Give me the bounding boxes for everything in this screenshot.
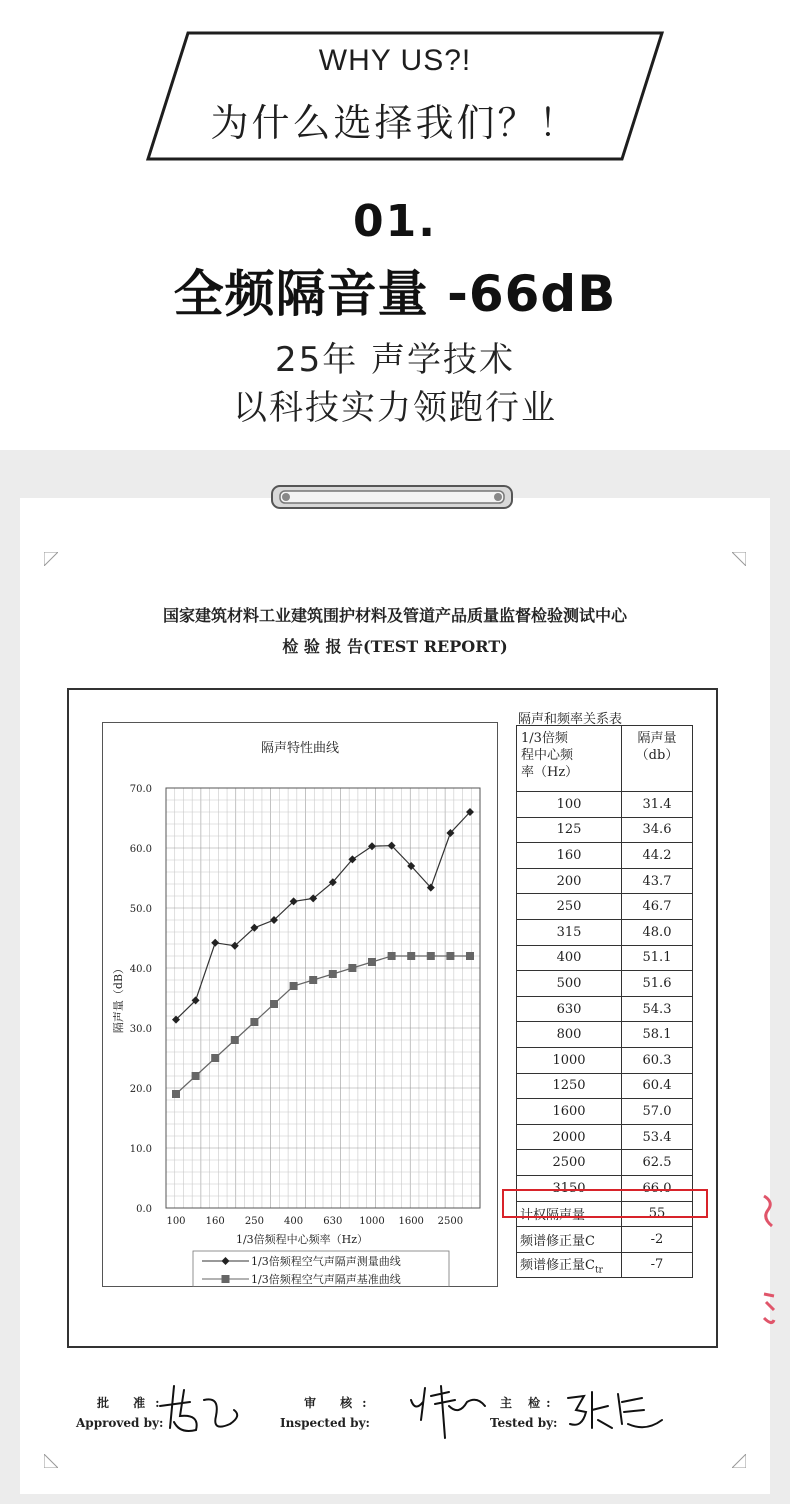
reference-point (211, 1054, 219, 1062)
x-tick-label: 160 (205, 1216, 225, 1227)
tested-signature (562, 1384, 668, 1436)
table-row (517, 817, 693, 843)
tested-label-en: Tested by: (490, 1416, 558, 1430)
frequency-cell: 315 (517, 919, 622, 945)
ctr-label-cell (517, 1252, 622, 1278)
frequency-cell: 1250 (517, 1073, 622, 1099)
stamp-fragment (758, 1190, 778, 1340)
table-row (517, 996, 693, 1022)
frequency-cell: 500 (517, 971, 622, 997)
reference-point (368, 958, 376, 966)
x-tick-label: 1600 (398, 1216, 424, 1227)
table-row (517, 894, 693, 920)
legend-measured (202, 1254, 401, 1268)
frequency-cell: 1000 (517, 1047, 622, 1073)
insulation-cell: 46.7 (622, 894, 693, 920)
y-tick-label: 30.0 (129, 1024, 152, 1035)
frequency-cell: 2500 (517, 1150, 622, 1176)
header-frequency-line-1: 1/3倍频 (521, 731, 568, 746)
inspected-label-en: Inspected by: (280, 1416, 370, 1430)
y-tick-label: 70.0 (129, 784, 152, 795)
table-row (517, 868, 693, 894)
table-row (517, 945, 693, 971)
c-label: 频谱修正量C (517, 1227, 622, 1253)
header-frequency-line-3: 率（Hz） (521, 765, 579, 780)
ctr-value: -7 (622, 1252, 693, 1278)
frequency-cell: 160 (517, 843, 622, 869)
insulation-cell: 43.7 (622, 868, 693, 894)
x-tick-label: 250 (244, 1216, 264, 1227)
approved-label-cn: 批 准: (97, 1396, 170, 1410)
y-tick-label: 20.0 (129, 1084, 152, 1095)
insulation-cell: 54.3 (622, 996, 693, 1022)
clipboard-clip (270, 482, 514, 512)
ctr-subscript: tr (594, 1265, 603, 1276)
frequency-cell: 200 (517, 868, 622, 894)
weighted-label: 计权隔声量 (517, 1201, 622, 1227)
insulation-cell: 60.4 (622, 1073, 693, 1099)
insulation-cell: 58.1 (622, 1022, 693, 1048)
x-tick-label: 100 (166, 1216, 186, 1227)
approved-label-en: Approved by: (76, 1416, 164, 1430)
header-insulation-line-2: （db） (635, 748, 679, 763)
frequency-cell: 100 (517, 792, 622, 818)
frequency-cell: 125 (517, 817, 622, 843)
reference-point (407, 952, 415, 960)
table-caption: 隔声和频率关系表 (518, 712, 623, 727)
why-us-english: WHY US?! (318, 44, 472, 77)
corner-mark (44, 552, 58, 566)
measured-point (368, 842, 376, 850)
y-axis-title: 隔声量（dB） (112, 962, 125, 1034)
y-tick-label: 10.0 (129, 1144, 152, 1155)
subtitle-line-2: 以科技实力领跑行业 (233, 388, 557, 428)
frequency-cell: 3150 (517, 1175, 622, 1201)
insulation-cell: 44.2 (622, 843, 693, 869)
measured-point (211, 939, 219, 947)
insulation-cell: 66.0 (622, 1175, 693, 1201)
reference-point (309, 976, 317, 984)
corner-mark (732, 1454, 746, 1468)
table-row (517, 1099, 693, 1125)
frequency-cell: 250 (517, 894, 622, 920)
table-row (517, 1047, 693, 1073)
legend-reference (202, 1272, 401, 1286)
x-axis-title: 1/3倍频程中心频率（Hz） (235, 1233, 369, 1246)
legend-reference-label: 1/3倍频程空气声隔声基准曲线 (251, 1273, 401, 1286)
headline: 全频隔音量 -66dB (173, 265, 617, 323)
reference-point (231, 1036, 239, 1044)
insulation-cell: 51.1 (622, 945, 693, 971)
table-row (517, 792, 693, 818)
header-insulation-line-1: 隔声量 (637, 731, 677, 746)
frequency-cell: 400 (517, 945, 622, 971)
y-tick-label: 40.0 (129, 964, 152, 975)
header-frequency (517, 726, 622, 792)
insulation-cell: 57.0 (622, 1099, 693, 1125)
table-row (517, 843, 693, 869)
frequency-cell: 800 (517, 1022, 622, 1048)
table-row (517, 1073, 693, 1099)
report-org-title: 国家建筑材料工业建筑围护材料及管道产品质量监督检验测试中心 (162, 606, 627, 625)
insulation-cell: 62.5 (622, 1150, 693, 1176)
table-row (517, 1150, 693, 1176)
highlight-3150-box (502, 1189, 708, 1218)
chart-title: 隔声特性曲线 (260, 741, 340, 756)
weighted-value: 55 (622, 1201, 693, 1227)
reference-point (329, 970, 337, 978)
inspected-signature (405, 1376, 495, 1446)
x-tick-label: 1000 (359, 1216, 385, 1227)
reference-point (348, 964, 356, 972)
y-tick-label: 50.0 (129, 904, 152, 915)
inspected-label-cn: 审 核: (304, 1396, 377, 1410)
reference-point (466, 952, 474, 960)
y-tick-label: 60.0 (129, 844, 152, 855)
reference-point (427, 952, 435, 960)
insulation-cell: 48.0 (622, 919, 693, 945)
subtitle-line-1: 25年 声学技术 (274, 340, 516, 380)
c-value: -2 (622, 1227, 693, 1253)
x-tick-label: 2500 (437, 1216, 464, 1227)
table-row-c (517, 1227, 693, 1253)
table-row (517, 919, 693, 945)
reference-point (446, 952, 454, 960)
tested-label-cn: 主 检: (500, 1396, 557, 1410)
table-row (517, 1124, 693, 1150)
insulation-cell: 51.6 (622, 971, 693, 997)
approved-signature (150, 1376, 250, 1438)
corner-mark (44, 1454, 58, 1468)
table-row (517, 1022, 693, 1048)
legend-measured-label: 1/3倍频程空气声隔声测量曲线 (251, 1255, 401, 1268)
insulation-cell: 53.4 (622, 1124, 693, 1150)
insulation-cell: 34.6 (622, 817, 693, 843)
ctr-label: 频谱修正量C (520, 1258, 595, 1274)
header-frequency-line-2: 程中心频 (521, 748, 574, 763)
table-header-row (517, 726, 693, 792)
x-tick-label: 400 (284, 1216, 304, 1227)
table-row (517, 971, 693, 997)
x-tick-label: 630 (323, 1216, 343, 1227)
reference-point (270, 1000, 278, 1008)
frequency-cell: 630 (517, 996, 622, 1022)
y-tick-label: 0.0 (136, 1204, 152, 1215)
section-number: 01. (353, 196, 437, 247)
reference-point (250, 1018, 258, 1026)
frequency-cell: 1600 (517, 1099, 622, 1125)
table-row-ctr (517, 1252, 693, 1278)
reference-point (290, 982, 298, 990)
insulation-cell: 31.4 (622, 792, 693, 818)
insulation-cell: 60.3 (622, 1047, 693, 1073)
frequency-cell: 2000 (517, 1124, 622, 1150)
reference-point (388, 952, 396, 960)
report-title: 检 验 报 告(TEST REPORT) (282, 637, 508, 656)
sound-insulation-chart (102, 722, 498, 1287)
header-insulation (622, 726, 693, 792)
reference-point (172, 1090, 180, 1098)
corner-mark (732, 552, 746, 566)
reference-point (192, 1072, 200, 1080)
why-us-chinese: 为什么选择我们？！ (210, 101, 580, 145)
